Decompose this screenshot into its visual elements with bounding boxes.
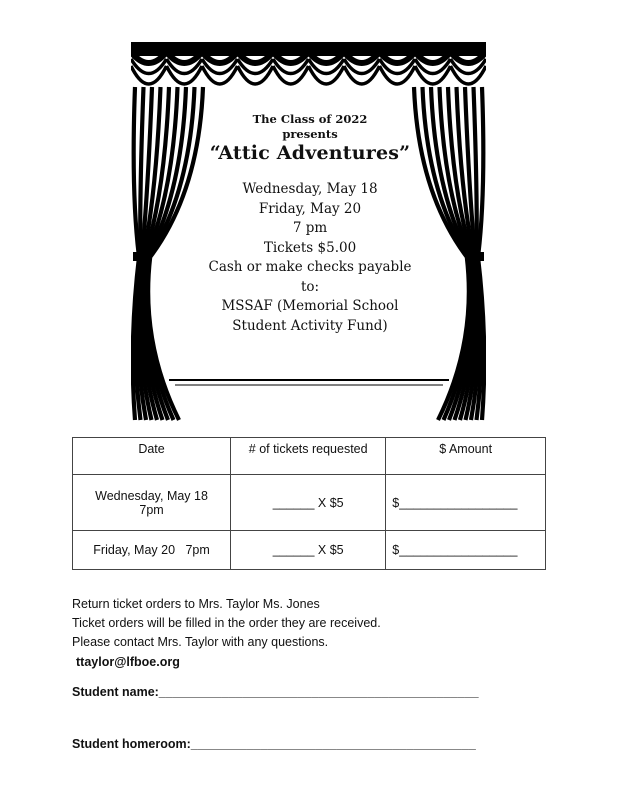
detail-line: Friday, May 20 [258,200,362,217]
detail-line: Tickets $5.00 [263,239,357,256]
date-cell [73,475,231,531]
detail-line: Wednesday, May 18 [242,181,378,197]
detail-line: Student Activity Fund) [232,317,388,334]
table-row [73,531,546,570]
header-tickets: # of tickets requested [231,438,386,475]
class-line: The Class of 2022 [252,112,368,126]
contact-note: Please contact Mrs. Taylor with any questions. [72,635,329,649]
student-name-field[interactable]: Student name:______________________________________________ [72,685,479,699]
detail-line: MSSAF (Memorial School [221,298,399,314]
detail-line: Cash or make checks payable [208,259,412,275]
student-homeroom-field[interactable]: Student homeroom:_________________________________________ [72,737,476,751]
table-row [73,475,546,531]
amount-field[interactable]: $_________________ [386,475,546,531]
table-header-row [73,438,546,475]
header-date: Date [73,438,231,475]
tickets-field[interactable]: ______ X $5 [231,531,386,570]
tickets-field[interactable]: ______ X $5 [231,475,386,531]
detail-line: 7 pm [292,220,328,236]
date-cell [73,531,231,570]
header-amount: $ Amount [386,438,546,475]
show-details [190,180,430,336]
fill-order-note: Ticket orders will be filled in the order they are received. [72,616,381,630]
date-line: Wednesday, May 18 [95,488,208,503]
date-line: Friday, May 20 7pm [93,543,210,557]
return-instructions: Return ticket orders to Mrs. Taylor Ms. Jones [72,597,320,611]
date-line: 7pm [139,502,164,517]
detail-line: to: [300,278,320,295]
amount-field[interactable]: $_________________ [386,531,546,570]
show-title: “Attic Adventures” [209,142,411,164]
ticket-order-table [72,437,546,570]
contact-email[interactable]: ttaylor@lfboe.org [76,655,180,669]
presents-line: presents [282,127,338,141]
